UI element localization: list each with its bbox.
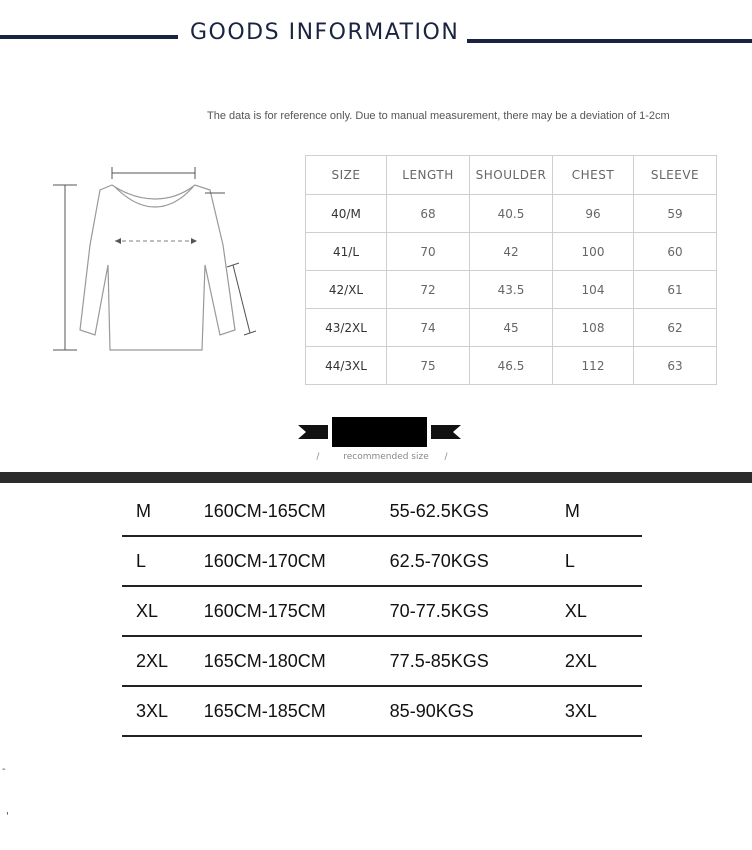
measurement-header-row — [306, 156, 717, 195]
header-line-left — [0, 35, 178, 39]
weight-range-cell: 70-77.5KGS — [390, 586, 565, 636]
shoulder-cell: 43.5 — [470, 271, 553, 309]
sleeve-cell: 62 — [634, 309, 717, 347]
height-range-cell: 165CM-180CM — [204, 636, 390, 686]
size-cell: L — [122, 536, 204, 586]
table-row — [122, 686, 642, 736]
table-row — [306, 195, 717, 233]
recommended-size-label — [312, 452, 452, 462]
table-row — [306, 271, 717, 309]
column-header-length: LENGTH — [387, 156, 470, 195]
size-cell: 42/XL — [306, 271, 387, 309]
slash-left: / — [316, 452, 320, 462]
size-cell: 40/M — [306, 195, 387, 233]
column-header-shoulder: SHOULDER — [470, 156, 553, 195]
section-divider — [0, 472, 752, 483]
length-cell: 74 — [387, 309, 470, 347]
column-header-chest: CHEST — [553, 156, 634, 195]
chest-cell: 112 — [553, 347, 634, 385]
shoulder-cell: 45 — [470, 309, 553, 347]
height-range-cell: 160CM-170CM — [204, 536, 390, 586]
size-cell: XL — [565, 586, 642, 636]
slash-right: / — [444, 452, 448, 462]
height-range-cell: 165CM-185CM — [204, 686, 390, 736]
shoulder-cell: 40.5 — [470, 195, 553, 233]
column-header-size: SIZE — [306, 156, 387, 195]
size-cell: L — [565, 536, 642, 586]
length-cell: 70 — [387, 233, 470, 271]
length-cell: 72 — [387, 271, 470, 309]
table-row — [306, 309, 717, 347]
size-cell: M — [122, 487, 204, 536]
sleeve-cell: 63 — [634, 347, 717, 385]
size-cell: 2XL — [122, 636, 204, 686]
chest-cell: 96 — [553, 195, 634, 233]
size-cell: 3XL — [565, 686, 642, 736]
size-cell: 44/3XL — [306, 347, 387, 385]
shoulder-cell: 46.5 — [470, 347, 553, 385]
table-row — [122, 636, 642, 686]
sleeve-cell: 61 — [634, 271, 717, 309]
measurement-table — [305, 155, 717, 385]
table-row — [306, 233, 717, 271]
sleeve-cell: 59 — [634, 195, 717, 233]
chest-cell: 104 — [553, 271, 634, 309]
shoulder-cell: 42 — [470, 233, 553, 271]
recommended-size-table — [122, 487, 642, 737]
measurement-disclaimer: The data is for reference only. Due to manual measurement, there may be a deviation of 1-2cm — [207, 110, 670, 122]
size-cell: 41/L — [306, 233, 387, 271]
weight-range-cell: 77.5-85KGS — [390, 636, 565, 686]
chest-cell: 108 — [553, 309, 634, 347]
length-cell: 68 — [387, 195, 470, 233]
height-range-cell: 160CM-165CM — [204, 487, 390, 536]
weight-range-cell: 85-90KGS — [390, 686, 565, 736]
table-row — [306, 347, 717, 385]
height-range-cell: 160CM-175CM — [204, 586, 390, 636]
header-line-right — [467, 39, 752, 43]
length-cell: 75 — [387, 347, 470, 385]
size-cell: 3XL — [122, 686, 204, 736]
stray-mark: - — [2, 764, 6, 775]
table-row — [122, 536, 642, 586]
size-cell: XL — [122, 586, 204, 636]
table-row — [122, 586, 642, 636]
stray-mark: ' — [6, 811, 9, 822]
recommended-size-text: recommended size — [343, 452, 429, 462]
size-cell: 43/2XL — [306, 309, 387, 347]
size-cell: 2XL — [565, 636, 642, 686]
column-header-sleeve: SLEEVE — [634, 156, 717, 195]
ribbon-banner-icon — [298, 417, 461, 447]
long-sleeve-shirt-diagram-icon — [45, 155, 260, 365]
size-cell: M — [565, 487, 642, 536]
weight-range-cell: 62.5-70KGS — [390, 536, 565, 586]
weight-range-cell: 55-62.5KGS — [390, 487, 565, 536]
chest-cell: 100 — [553, 233, 634, 271]
page-title: GOODS INFORMATION — [190, 20, 460, 45]
table-row — [122, 487, 642, 536]
sleeve-cell: 60 — [634, 233, 717, 271]
